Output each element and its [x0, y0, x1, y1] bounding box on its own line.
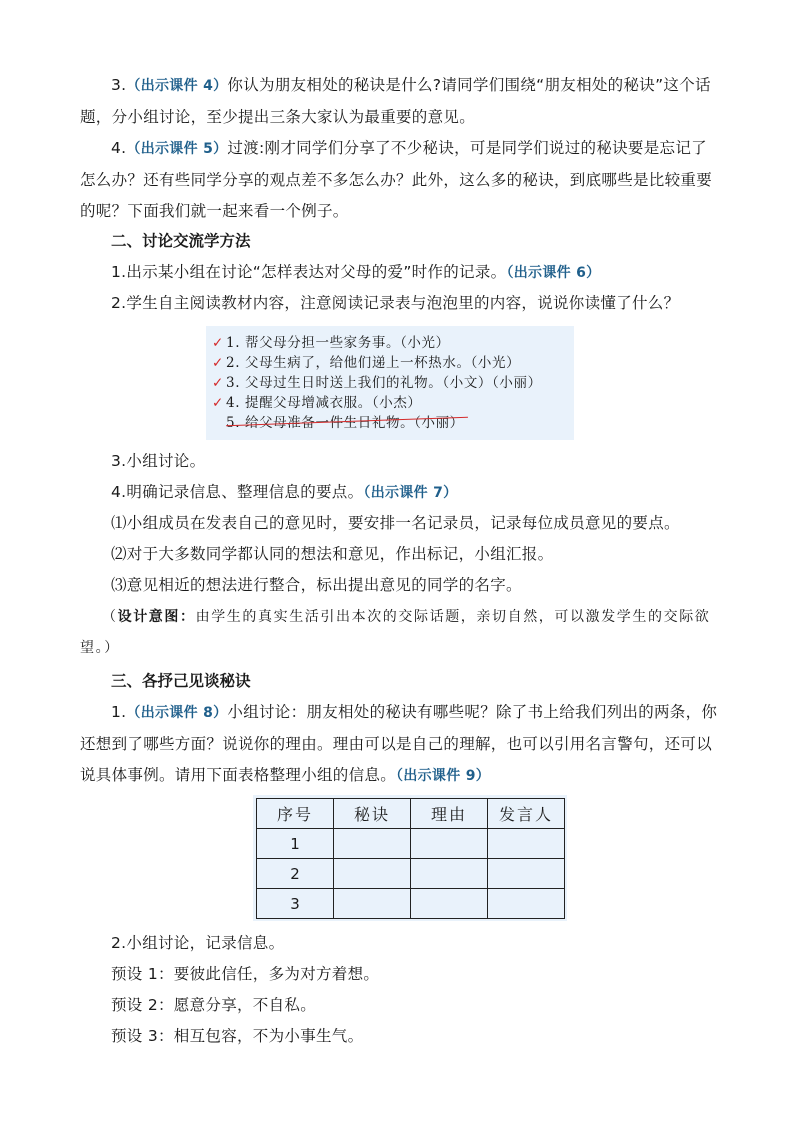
record-line-2	[212, 353, 520, 373]
paragraph-item-4	[80, 133, 720, 227]
point-1: ⑴小组成员在发表自己的意见时，要安排一名记录员，记录每位成员意见的要点。	[111, 514, 680, 532]
section-heading-3: 三、各抒己见谈秘诀	[111, 672, 251, 690]
step-2-4	[80, 477, 720, 509]
design-intent	[80, 602, 720, 664]
table-header-cell: 秘诀	[334, 799, 411, 829]
step-3-1	[80, 697, 720, 792]
check-mark-icon: ✓	[212, 355, 224, 371]
table-cell: 2	[257, 859, 334, 889]
paragraph-text: 你认为朋友相处的秘诀是什么?请同学们围绕“朋友相处的秘诀”这个话题，分小组讨论，至少提出三条大家认为最重要的意见。	[80, 76, 711, 126]
table-header-cell: 发言人	[488, 799, 565, 829]
courseware-tag: （出示课件 6）	[506, 265, 601, 281]
step-2-2: 2.学生自主阅读教材内容，注意阅读记录表与泡泡里的内容，说说你读懂了什么？	[111, 294, 680, 312]
record-text: 2. 父母生病了，给他们递上一杯热水。（小光）	[226, 355, 521, 371]
step-text: 4.明确记录信息、整理信息的要点。	[111, 483, 364, 501]
preset-2: 预设 2：愿意分享，不自私。	[111, 996, 316, 1014]
table-cell: 1	[257, 829, 334, 859]
table-header-cell: 序号	[257, 799, 334, 829]
secret-table-panel	[253, 795, 567, 921]
table-row	[257, 829, 565, 859]
table-cell	[411, 859, 488, 889]
table-header-row	[257, 799, 565, 829]
record-line-4	[212, 393, 422, 413]
paragraph-item-3	[80, 70, 720, 133]
design-intent-text: 由学生的真实生活引出本次的交际话题，亲切自然，可以激发学生的交际欲望。	[80, 609, 711, 656]
record-text: 3. 父母过生日时送上我们的礼物。（小文）（小丽）	[226, 375, 542, 391]
check-mark-icon: ✓	[212, 335, 224, 351]
section-heading-2: 二、讨论交流学方法	[111, 232, 251, 250]
preset-3: 预设 3：相互包容，不为小事生气。	[111, 1027, 364, 1045]
item-number: 4.	[111, 139, 127, 157]
step-text: 小组讨论：朋友相处的秘诀有哪些呢？除了书上给我们列出的两条，你还想到了哪些方面？说说你的理由。理由可以是自己的理解，也可以引用名言警句，还可以说具体事例。请用下面表格整理小组的信息。	[80, 703, 718, 784]
struck-record	[212, 413, 464, 433]
table-cell	[334, 859, 411, 889]
table-cell	[488, 859, 565, 889]
courseware-tag: （出示课件 7）	[363, 485, 458, 501]
step-2-1	[80, 257, 720, 289]
courseware-tag: （出示课件 5）	[126, 141, 228, 157]
step-text: 1.出示某小组在讨论“怎样表达对父母的爱”时作的记录。	[111, 263, 507, 281]
table-cell	[411, 889, 488, 919]
design-intent-label: 设计意图：	[117, 609, 196, 625]
table-header-cell: 理由	[411, 799, 488, 829]
record-line-5	[212, 413, 464, 433]
courseware-tag: （出示课件 9）	[396, 768, 491, 784]
table-cell	[488, 889, 565, 919]
item-number: 3.	[111, 76, 127, 94]
table-row	[257, 859, 565, 889]
secret-table	[256, 798, 565, 919]
table-cell	[411, 829, 488, 859]
record-text: 1. 帮父母分担一些家务事。（小光）	[226, 335, 450, 351]
table-cell	[334, 829, 411, 859]
record-line-1	[212, 333, 450, 353]
check-mark-icon: ✓	[212, 375, 224, 391]
table-cell: 3	[257, 889, 334, 919]
paragraph-text: 过渡:刚才同学们分享了不少秘诀，可是同学们说过的秘诀要是忘记了怎么办？还有些同学分享的观点差不多怎么办？此外，这么多的秘诀，到底哪些是比较重要的呢？下面我们就一起来看一个例子。	[80, 139, 713, 220]
step-3-2: 2.小组讨论，记录信息。	[111, 934, 285, 952]
table-cell	[488, 829, 565, 859]
close-paren: ）	[104, 640, 120, 656]
table-cell	[334, 889, 411, 919]
record-sheet	[206, 326, 574, 440]
open-paren: （	[102, 609, 118, 625]
point-3: ⑶意见相近的想法进行整合，标出提出意见的同学的名字。	[111, 576, 522, 594]
record-text: 5. 给父母准备一件生日礼物。（小丽）	[226, 415, 464, 431]
courseware-tag: （出示课件 8）	[126, 705, 228, 721]
record-line-3	[212, 373, 542, 393]
step-2-3: 3.小组讨论。	[111, 452, 206, 470]
table-row	[257, 889, 565, 919]
point-2: ⑵对于大多数同学都认同的想法和意见，作出标记，小组汇报。	[111, 545, 554, 563]
check-mark-icon: ✓	[212, 395, 224, 411]
item-number: 1.	[111, 703, 127, 721]
preset-1: 预设 1：要彼此信任，多为对方着想。	[111, 965, 380, 983]
courseware-tag: （出示课件 4）	[126, 78, 228, 94]
record-text: 4. 提醒父母增减衣服。（小杰）	[226, 395, 422, 411]
